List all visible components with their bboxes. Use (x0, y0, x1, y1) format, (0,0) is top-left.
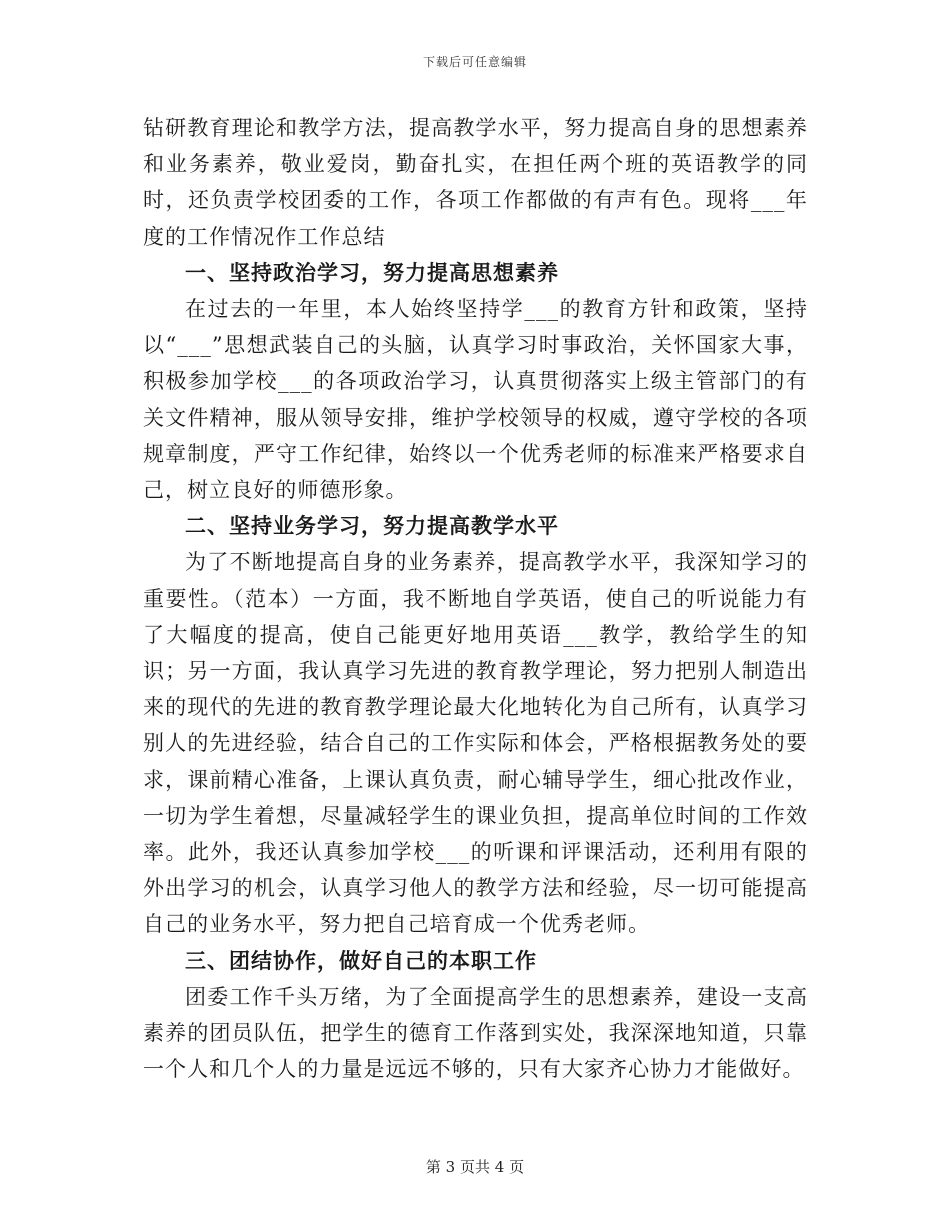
document-body (143, 110, 808, 1087)
section-paragraph-2: 为了不断地提高自身的业务素养，提高教学水平，我深知学习的重要性。（范本）一方面，我不断地自学英语，使自己的听说能力有了大幅度的提高，使自己能更好地用英语___教学，教给学生的知识；另一方面，我认真学习先进的教育教学理论，努力把别人制造出来的现代的先进的教育教学理论最大化地转化为自己所有，认真学习别人的先进经验，结合自己的工作实际和体会，严格根据教务处的要求，课前精心准备，上课认真负责，耐心辅导学生，细心批改作业，一切为学生着想，尽量减轻学生的课业负担，提高单位时间的工作效率。此外，我还认真参加学校___的听课和评课活动，还利用有限的外出学习的机会，认真学习他人的教学方法和经验，尽一切可能提高自己的业务水平，努力把自己培育成一个优秀老师。 (143, 550, 808, 937)
page-header: 下载后可任意编辑 (422, 55, 527, 69)
section-heading-2: 二、坚持业务学习，努力提高教学水平 (185, 514, 559, 539)
section-heading-1: 一、坚持政治学习，努力提高思想素养 (185, 260, 559, 285)
section-heading-3: 三、团结协作，做好自己的本职工作 (185, 948, 537, 973)
section-paragraph-3: 团委工作千头万绪，为了全面提高学生的思想素养，建设一支高素养的团员队伍，把学生的德育工作落到实处，我深深地知道，只靠一个人和几个人的力量是远远不够的，只有大家齐心协力才能做好。 (143, 984, 808, 1082)
section-paragraph-1: 在过去的一年里，本人始终坚持学___的教育方针和政策，坚持以“___”思想武装自己的头脑，认真学习时事政治，关怀国家大事，积极参加学校___的各项政治学习，认真贯彻落实上级主管部门的有关文件精神，服从领导安排，维护学校领导的权威，遵守学校的各项规章制度，严守工作纪律，始终以一个优秀老师的标准来严格要求自己，树立良好的师德形象。 (143, 297, 808, 503)
page-footer: 第 3 页共 4 页 (425, 1158, 525, 1176)
intro-paragraph: 钻研教育理论和教学方法，提高教学水平，努力提高自身的思想素养和业务素养，敬业爱岗，勤奋扎实，在担任两个班的英语教学的同时，还负责学校团委的工作，各项工作都做的有声有色。现将___年度的工作情况作工作总结 (143, 116, 808, 249)
